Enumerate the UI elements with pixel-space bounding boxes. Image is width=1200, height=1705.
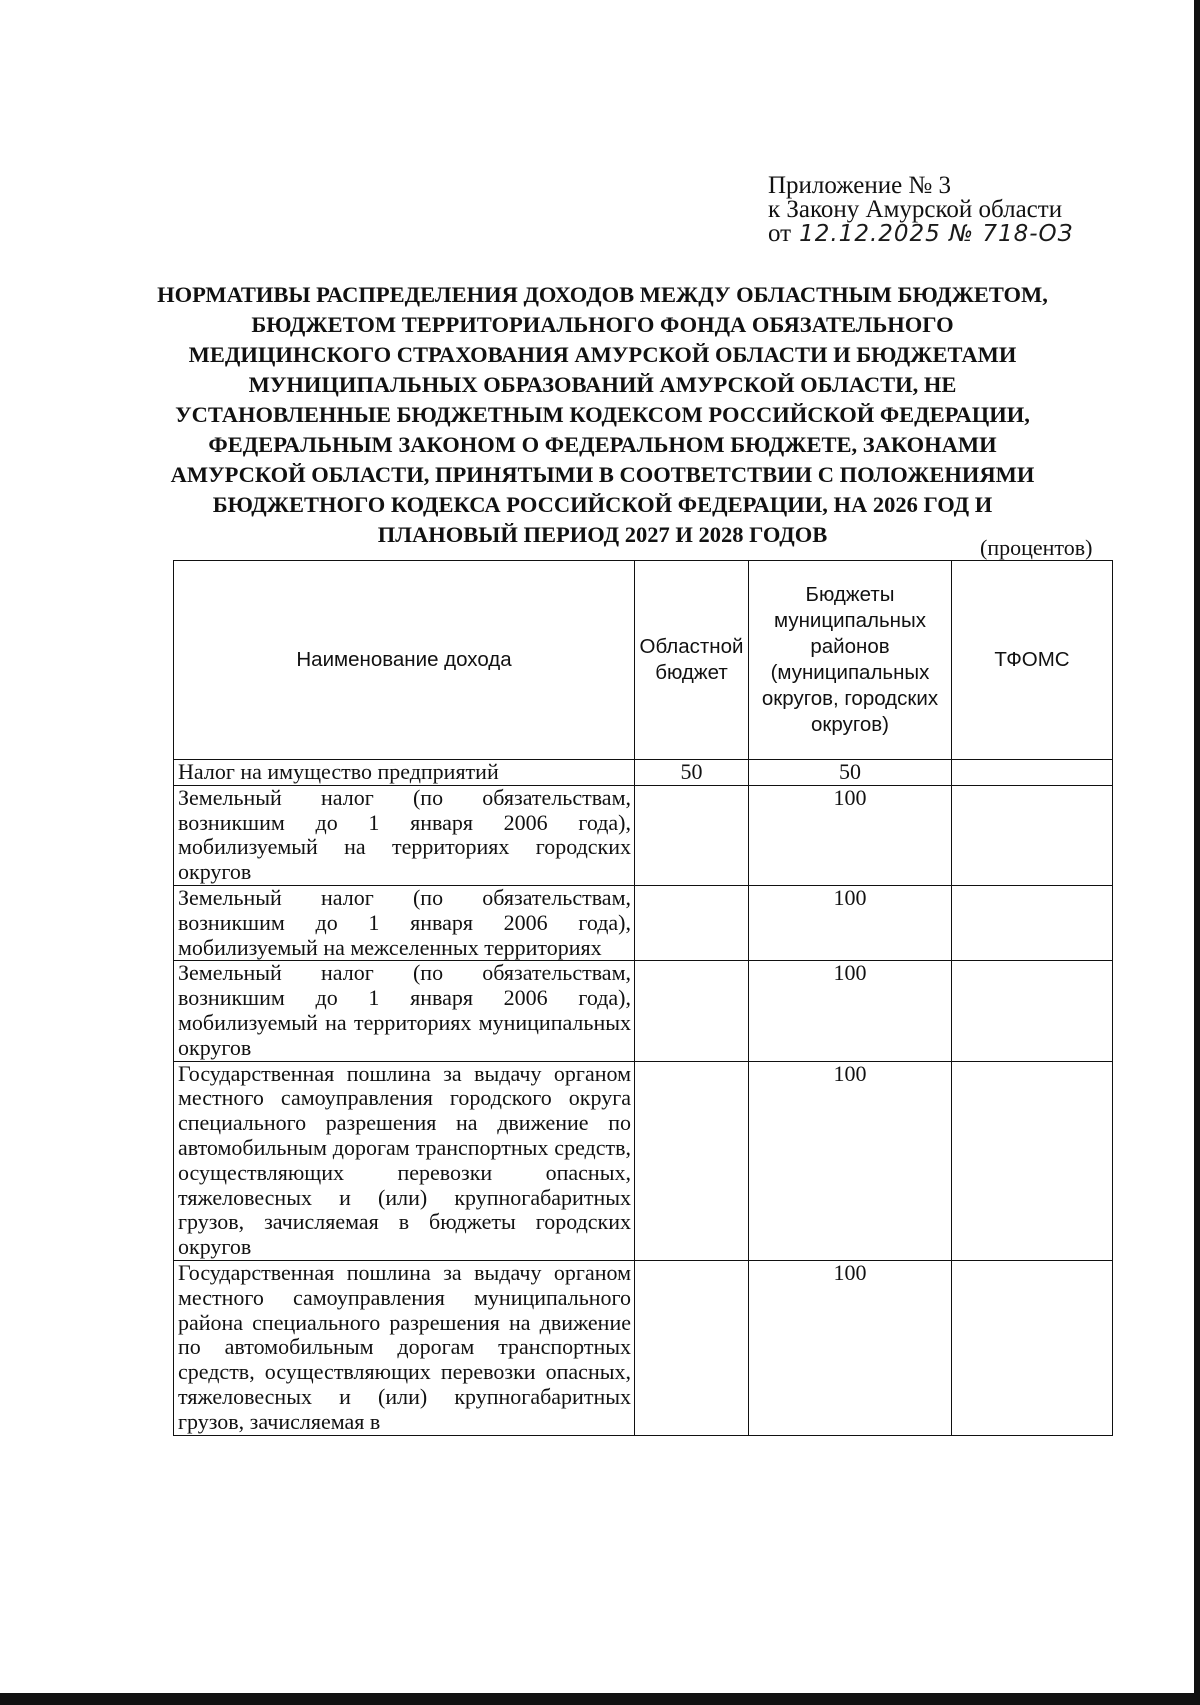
row-regional-value: [635, 1260, 749, 1435]
appendix-number: Приложение № 3: [768, 172, 952, 199]
row-income-name: Государственная пошлина за выдачу органом местного самоуправления муниципального района специального разрешения на движение по автомобильным дорогам транспортных средств, осуществляющих перевозки опасных, тяжеловесных и (или) крупногабаритных грузов, зачисляемая в: [174, 1260, 635, 1435]
units-label: (процентов): [980, 535, 1093, 560]
row-tfoms-value: [952, 1260, 1113, 1435]
table-row: [174, 961, 1113, 1061]
distribution-table: [173, 560, 1113, 1436]
table-row: [174, 1061, 1113, 1260]
row-income-name: Государственная пошлина за выдачу органом местного самоуправления городского округа специального разрешения на движение по автомобильным дорогам транспортных средств, осуществляющих перевозки опасных, тяжеловесных и (или) крупногабаритных грузов, зачисляемая в бюджеты городских округов: [174, 1061, 635, 1260]
row-municipal-value: 100: [749, 961, 952, 1061]
row-income-name: Земельный налог (по обязательствам, возникшим до 1 января 2006 года), мобилизуемый на территориях городских округов: [174, 785, 635, 885]
appendix-law-reference: к Закону Амурской области: [768, 196, 1063, 223]
table-row: [174, 785, 1113, 885]
row-municipal-value: 100: [749, 1061, 952, 1260]
header-regional-budget: Областной бюджет: [635, 561, 749, 760]
row-income-name: Земельный налог (по обязательствам, возникшим до 1 января 2006 года), мобилизуемый на территориях муниципальных округов: [174, 961, 635, 1061]
row-regional-value: 50: [635, 760, 749, 786]
row-income-name: Налог на имущество предприятий: [174, 760, 635, 786]
row-regional-value: [635, 785, 749, 885]
row-regional-value: [635, 961, 749, 1061]
handwritten-date-number: 12.12.2025 № 718-ОЗ: [799, 221, 1074, 247]
row-tfoms-value: [952, 760, 1113, 786]
table-row: [174, 885, 1113, 960]
row-municipal-value: 50: [749, 760, 952, 786]
appendix-date-line: [768, 222, 1073, 246]
table-row: [174, 1260, 1113, 1435]
row-tfoms-value: [952, 785, 1113, 885]
row-income-name: Земельный налог (по обязательствам, возникшим до 1 января 2006 года), мобилизуемый на межселенных территориях: [174, 885, 635, 960]
appendix-block: [768, 174, 1073, 246]
row-municipal-value: 100: [749, 885, 952, 960]
table-header-row: [174, 561, 1113, 760]
row-tfoms-value: [952, 885, 1113, 960]
row-tfoms-value: [952, 1061, 1113, 1260]
scan-border-right: [1194, 0, 1200, 1705]
header-income-name: Наименование дохода: [174, 561, 635, 760]
appendix-prefix: от: [768, 220, 792, 247]
row-municipal-value: 100: [749, 785, 952, 885]
scan-border-bottom: [0, 1693, 1200, 1705]
row-tfoms-value: [952, 961, 1113, 1061]
header-tfoms: ТФОМС: [952, 561, 1113, 760]
document-title: НОРМАТИВЫ РАСПРЕДЕЛЕНИЯ ДОХОДОВ МЕЖДУ ОБЛАСТНЫМ БЮДЖЕТОМ, БЮДЖЕТОМ ТЕРРИТОРИАЛЬНОГО ФОНДА ОБЯЗАТЕЛЬНОГО МЕДИЦИНСКОГО СТРАХОВАНИЯ АМУРСКОЙ ОБЛАСТИ И БЮДЖЕТАМИ МУНИЦИПАЛЬНЫХ ОБРАЗОВАНИЙ АМУРСКОЙ ОБЛАСТИ, НЕ УСТАНОВЛЕННЫЕ БЮДЖЕТНЫМ КОДЕКСОМ РОССИЙСКОЙ ФЕДЕРАЦИИ, ФЕДЕРАЛЬНЫМ ЗАКОНОМ О ФЕДЕРАЛЬНОМ БЮДЖЕТЕ, ЗАКОНАМИ АМУРСКОЙ ОБЛАСТИ, ПРИНЯТЫМИ В СООТВЕТСТВИИ С ПОЛОЖЕНИЯМИ БЮДЖЕТНОГО КОДЕКСА РОССИЙСКОЙ ФЕДЕРАЦИИ, НА 2026 ГОД И ПЛАНОВЫЙ ПЕРИОД 2027 И 2028 ГОДОВ: [157, 282, 1048, 547]
row-municipal-value: 100: [749, 1260, 952, 1435]
table-row: [174, 760, 1113, 786]
row-regional-value: [635, 885, 749, 960]
header-municipal-budgets: Бюджеты муниципальных районов (муниципальных округов, городских округов): [749, 561, 952, 760]
distribution-table-wrapper: [173, 560, 1112, 1436]
row-regional-value: [635, 1061, 749, 1260]
